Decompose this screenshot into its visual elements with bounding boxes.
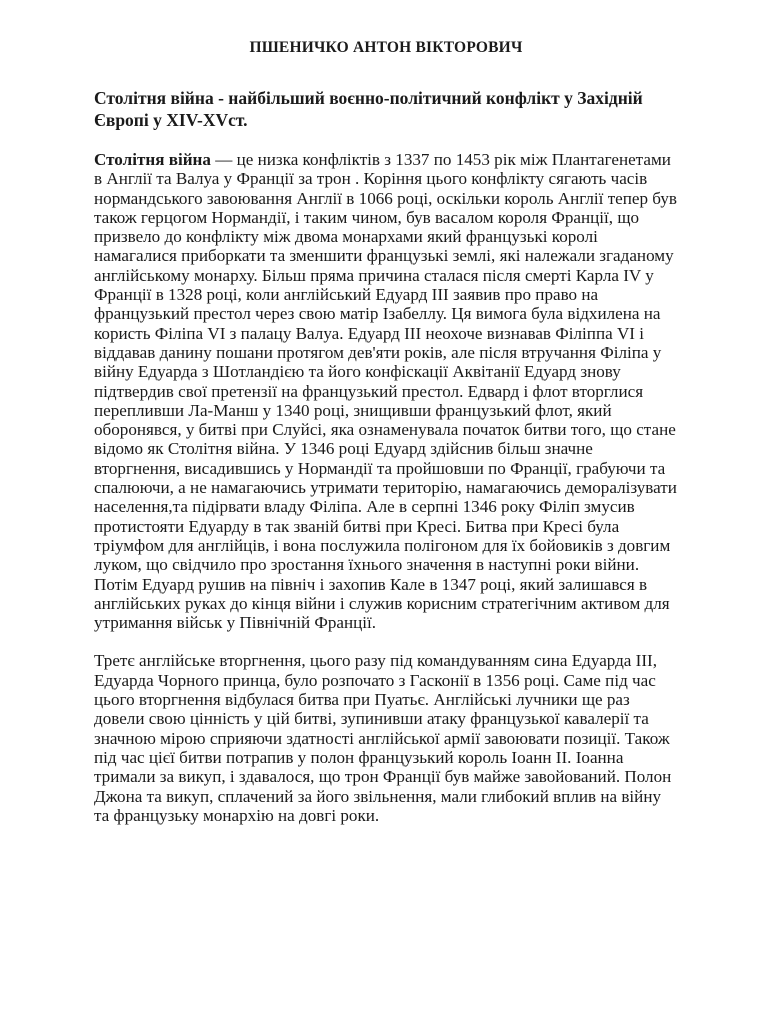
paragraph-1 <box>94 150 678 632</box>
document-title: Столітня війна - найбільший воєнно-політичний конфлікт у Західній Європі у XIV-XVст. <box>94 88 643 130</box>
document-page <box>94 38 678 825</box>
paragraph-2: Третє англійське вторгнення, цього разу під командуванням сина Едуарда III, Едуарда Чорного принца, було розпочато з Гасконії в 1356 році. Саме під час цього вторгнення відбулася битва при Пуатьє. Англійські лучники ще раз довели свою цінність у цій битві, зупинивши атаку французької кавалерії та значною мірою сприяючи здатності англійської армії завоювати позиції. Також під час цієї битви потрапив у полон французький король Іоанн II. Іоанна тримали за викуп, і здавалося, що трон Франції був майже завойований. Полон Джона та викуп, сплачений за його звільнення, мали глибокий вплив на війну та французьку монархію на довгі роки. <box>94 651 672 825</box>
term-heading: Столітня війна <box>94 150 211 169</box>
paragraph-1-text: — це низка конфліктів з 1337 по 1453 рік між Плантагенетами в Англії та Валуа у Франції за трон . Коріння цього конфлікту сягають часів нормандського завоювання Англії в 1066 році, оскільки король Англії тепер був також герцогом Нормандії, і таким чином, був васалом короля Франції, що призвело до конфлікту між двома монархами який французькі королі намагалися приборкати та зменшити французькі землі, які належали згаданому англійському монарху. Більш пряма причина сталася після смерті Карла IV у Франції в 1328 році, коли англійський Едуард III заявив про право на французький престол через свою матір Ізабеллу. Ця вимога була відхилена на користь Філіпа VI з палацу Валуа. Едуард III неохоче визнавав Філіппа VI і віддавав данину пошани протягом дев'яти років, але після втручання Філіпа у війну Едуарда з Шотландією та його конфіскації Аквітанії Едуард знову підтвердив свої претензії на французький престол. Едвард і флот вторглися перепливши Ла-Манш у 1340 році, знищивши французький флот, який оборонявся, у битві при Слуйсі, яка ознаменувала початок битви того, що стане відомо як Столітня війна. У 1346 році Едуард здійснив більш значне вторгнення, висадившись у Нормандії та пройшовши по Франції, грабуючи та спалюючи, а не намагаючись утримати територію, намагаючись деморалізувати населення,та підірвати владу Філіпа. Але в серпні 1346 року Філіп змусив протистояти Едуарду в так званій битві при Кресі. Битва при Кресі була тріумфом для англійців, і вона послужила полігоном для їх бойовиків з довгим луком, що свідчило про зростання їхнього значення в наступні роки війни. Потім Едуард рушив на північ і захопив Кале в 1347 році, який залишався в англійських руках до кінця війни і служив корисним стратегічним активом для утримання військ у Північній Франції. <box>94 150 677 633</box>
author-name: ПШЕНИЧКО АНТОН ВІКТОРОВИЧ <box>249 39 523 56</box>
